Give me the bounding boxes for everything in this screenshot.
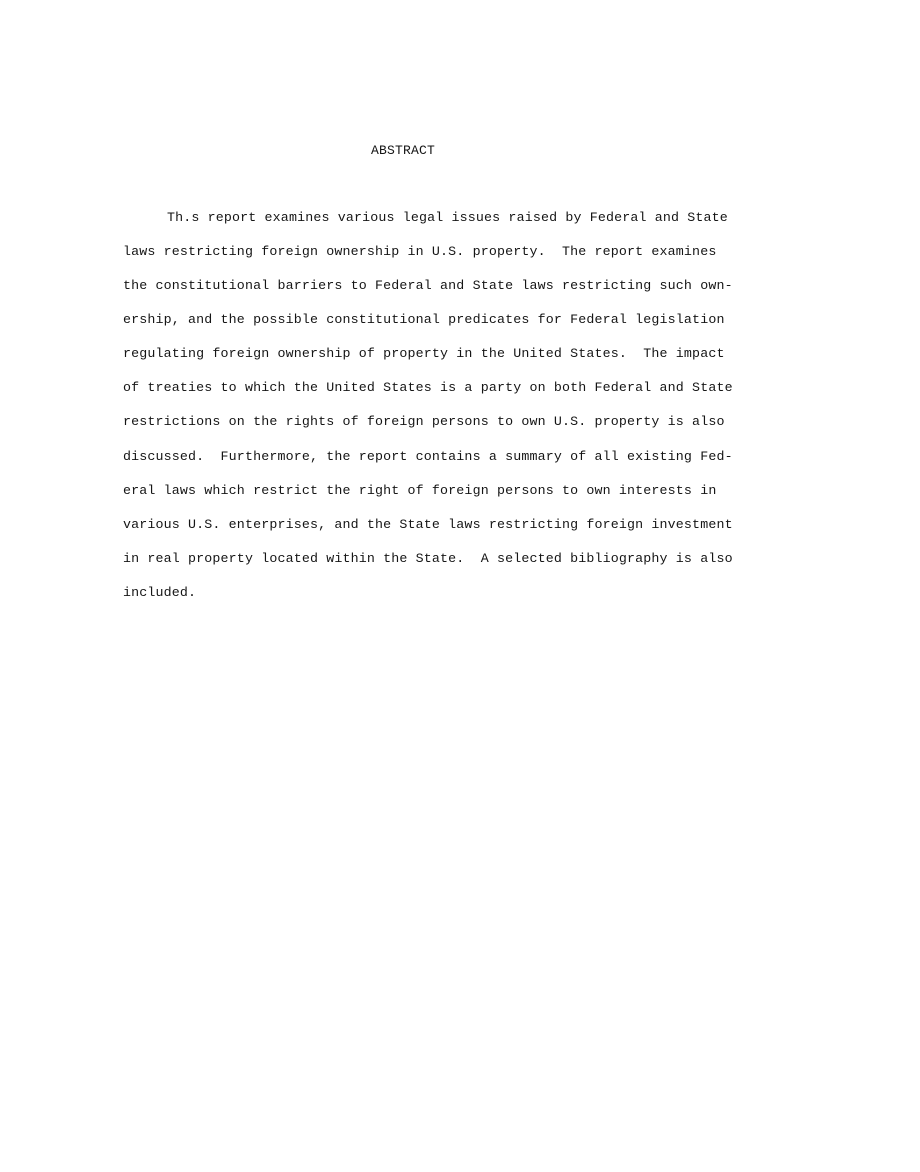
abstract-line: discussed. Furthermore, the report contains a summary of all existing Fed- [123,449,733,464]
abstract-line: of treaties to which the United States is a party on both Federal and State [123,380,733,395]
abstract-line: regulating foreign ownership of property in the United States. The impact [123,346,725,361]
abstract-line: the constitutional barriers to Federal and State laws restricting such own- [123,278,733,293]
abstract-line: Th.s report examines various legal issues raised by Federal and State [167,210,728,225]
abstract-line: various U.S. enterprises, and the State laws restricting foreign investment [123,517,733,532]
abstract-line: included. [123,585,197,600]
abstract-line: in real property located within the State. A selected bibliography is also [123,551,733,566]
abstract-line: ership, and the possible constitutional predicates for Federal legislation [123,312,725,327]
abstract-line: eral laws which restrict the right of foreign persons to own interests in [123,483,717,498]
abstract-line: restrictions on the rights of foreign persons to own U.S. property is also [123,414,725,429]
abstract-heading: ABSTRACT [370,143,435,158]
abstract-line: laws restricting foreign ownership in U.S. property. The report examines [123,244,717,259]
